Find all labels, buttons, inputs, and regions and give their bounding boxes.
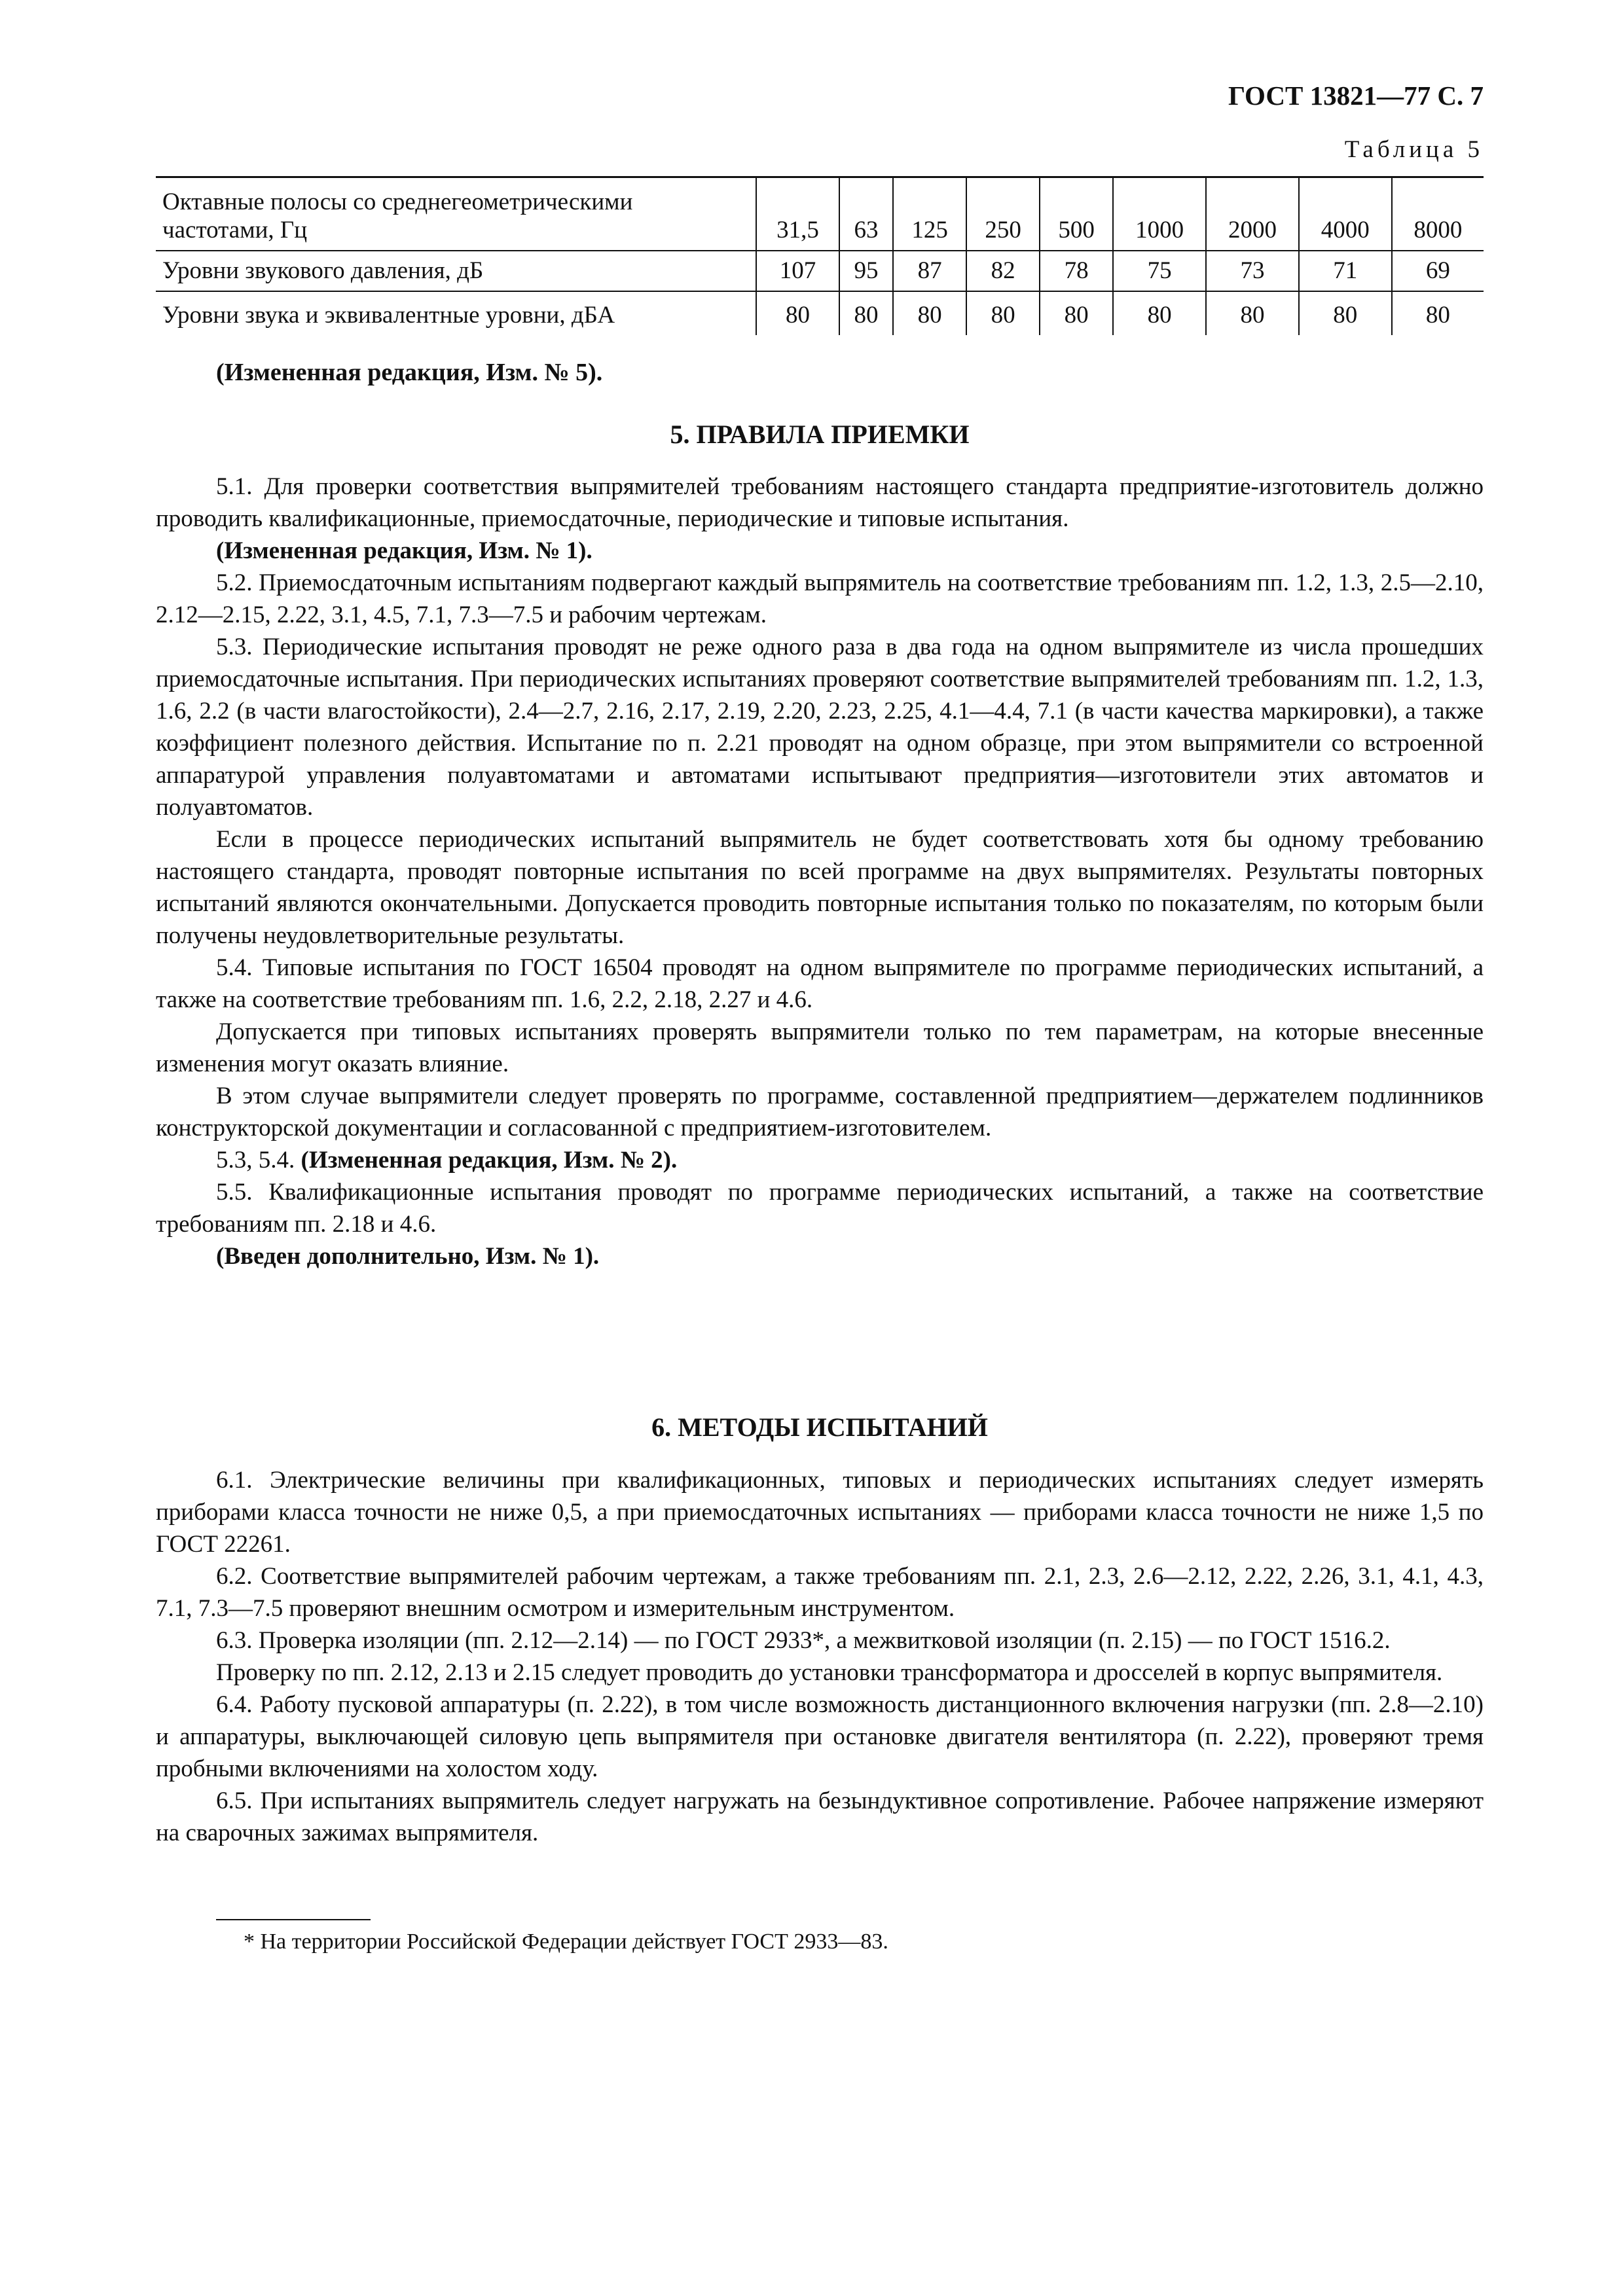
level-cell: 80: [966, 291, 1040, 335]
paragraph-5-1: 5.1. Для проверки соответствия выпрямителей требованиям настоящего стандарта предприятие-изготовитель должно проводить квалификационные, приемосдаточные, периодические и типовые испытания.: [156, 473, 1484, 532]
freq-cell: 63: [839, 177, 893, 251]
level-cell: 80: [756, 291, 839, 335]
table-caption: Таблица 5: [1344, 136, 1484, 163]
freq-cell: 1000: [1113, 177, 1206, 251]
table-row-levels: [156, 291, 1484, 335]
section-6-body: [156, 1464, 1484, 1849]
section-5-body: [156, 471, 1484, 1272]
freq-cell: 250: [966, 177, 1040, 251]
freq-cell: 2000: [1206, 177, 1299, 251]
footnote-separator: [216, 1919, 371, 1920]
pressure-cell: 73: [1206, 251, 1299, 291]
freq-cell: 500: [1040, 177, 1113, 251]
paragraph-5-4-continued-2: В этом случае выпрямители следует проверять по программе, составленной предприятием—держателем подлинников конструкторской документации и согласованной с предприятием-изготовителем.: [156, 1083, 1484, 1141]
pressure-cell: 82: [966, 251, 1040, 291]
section-6-title: 6. МЕТОДЫ ИСПЫТАНИЙ: [651, 1412, 988, 1442]
row-label-pressure: Уровни звукового давления, дБ: [156, 251, 756, 291]
section-5-title: 5. ПРАВИЛА ПРИЕМКИ: [670, 420, 970, 449]
level-cell: 80: [1206, 291, 1299, 335]
paragraph-5-4-continued: Допускается при типовых испытаниях проверять выпрямители только по тем параметрам, на которые внесенные изменения могут оказать влияние.: [156, 1018, 1484, 1077]
amendment-note: 5.3, 5.4. (Измененная редакция, Изм. № 2).: [216, 1147, 678, 1174]
level-cell: 80: [1113, 291, 1206, 335]
paragraph-6-3-continued: Проверку по пп. 2.12, 2.13 и 2.15 следует проводить до установки трансформатора и дросселей в корпус выпрямителя.: [216, 1659, 1443, 1686]
freq-cell: 8000: [1392, 177, 1484, 251]
paragraph-5-3-continued: Если в процессе периодических испытаний выпрямитель не будет соответствовать хотя бы одному требованию настоящего стандарта, проводят повторные испытания по всей программе на двух выпрямителях. Результаты повторных испытаний являются окончательными. Допускается проводить повторные испытания только по показателям, по которым были получены неудовлетворительные результаты.: [156, 826, 1484, 949]
level-cell: 80: [839, 291, 893, 335]
level-cell: 80: [1040, 291, 1113, 335]
row-label-frequencies: Октавные полосы со среднегеометрическими частотами, Гц: [156, 177, 756, 251]
paragraph-5-5: 5.5. Квалификационные испытания проводят по программе периодических испытаний, а также на соответствие требованиям пп. 2.18 и 4.6.: [156, 1179, 1484, 1238]
level-cell: 80: [1299, 291, 1392, 335]
table-row-frequencies: [156, 177, 1484, 251]
amendment-note: (Введен дополнительно, Изм. № 1).: [216, 1243, 600, 1270]
paragraph-6-2: 6.2. Соответствие выпрямителей рабочим чертежам, а также требованиям пп. 2.1, 2.3, 2.6—2.12, 2.22, 2.26, 3.1, 4.1, 4.3, 7.1, 7.3—7.5 проверяют внешним осмотром и измерительным инструментом.: [156, 1563, 1484, 1622]
table-amendment-note: (Измененная редакция, Изм. № 5).: [216, 359, 603, 386]
table-row-pressure: [156, 251, 1484, 291]
pressure-cell: 69: [1392, 251, 1484, 291]
amendment-note: (Измененная редакция, Изм. № 1).: [216, 537, 593, 564]
paragraph-5-2: 5.2. Приемосдаточным испытаниям подвергают каждый выпрямитель на соответствие требованиям пп. 1.2, 1.3, 2.5—2.10, 2.12—2.15, 2.22, 3.1, 4.5, 7.1, 7.3—7.5 и рабочим чертежам.: [156, 569, 1484, 628]
paragraph-6-4: 6.4. Работу пусковой аппаратуры (п. 2.22), в том числе возможность дистанционного включения нагрузки (пп. 2.8—2.10) и аппаратуры, выключающей силовую цепь выпрямителя при остановке двигателя вентилятора (п. 2.22), проверяют тремя пробными включениями на холостом ходу.: [156, 1691, 1484, 1782]
page-header: ГОСТ 13821—77 С. 7: [1228, 81, 1484, 111]
pressure-cell: 78: [1040, 251, 1113, 291]
level-cell: 80: [893, 291, 966, 335]
table-5: [156, 176, 1484, 335]
freq-cell: 31,5: [756, 177, 839, 251]
pressure-cell: 95: [839, 251, 893, 291]
pressure-cell: 71: [1299, 251, 1392, 291]
pressure-cell: 75: [1113, 251, 1206, 291]
freq-cell: 4000: [1299, 177, 1392, 251]
footnote: * На территории Российской Федерации действует ГОСТ 2933—83.: [244, 1929, 888, 1954]
row-label-levels: Уровни звука и эквивалентные уровни, дБА: [156, 291, 756, 335]
paragraph-5-4: 5.4. Типовые испытания по ГОСТ 16504 проводят на одном выпрямителе по программе периодических испытаний, а также на соответствие требованиям пп. 1.6, 2.2, 2.18, 2.27 и 4.6.: [156, 954, 1484, 1013]
paragraph-5-3: 5.3. Периодические испытания проводят не реже одного раза в два года на одном выпрямителе из числа прошедших приемосдаточные испытания. При периодических испытаниях проверяют соответствие выпрямителей требованиям пп. 1.2, 1.3, 1.6, 2.2 (в части влагостойкости), 2.4—2.7, 2.16, 2.17, 2.19, 2.20, 2.23, 2.25, 4.1—4.4, 7.1 (в части качества маркировки), а также коэффициент полезного действия. Испытание по п. 2.21 проводят на одном образце, при этом выпрямители со встроенной аппаратурой управления полуавтоматами и автоматами испытывают предприятия—изготовители этих автоматов и полуавтоматов.: [156, 634, 1484, 821]
paragraph-6-5: 6.5. При испытаниях выпрямитель следует нагружать на безындуктивное сопротивление. Рабочее напряжение измеряют на сварочных зажимах выпрямителя.: [156, 1787, 1484, 1846]
level-cell: 80: [1392, 291, 1484, 335]
pressure-cell: 107: [756, 251, 839, 291]
paragraph-6-3: 6.3. Проверка изоляции (пп. 2.12—2.14) — по ГОСТ 2933*, а межвитковой изоляции (п. 2.15) — по ГОСТ 1516.2.: [216, 1627, 1391, 1654]
paragraph-6-1: 6.1. Электрические величины при квалификационных, типовых и периодических испытаниях следует измерять приборами класса точности не ниже 0,5, а при приемосдаточных испытаниях — приборами класса точности не ниже 1,5 по ГОСТ 22261.: [156, 1467, 1484, 1558]
pressure-cell: 87: [893, 251, 966, 291]
freq-cell: 125: [893, 177, 966, 251]
